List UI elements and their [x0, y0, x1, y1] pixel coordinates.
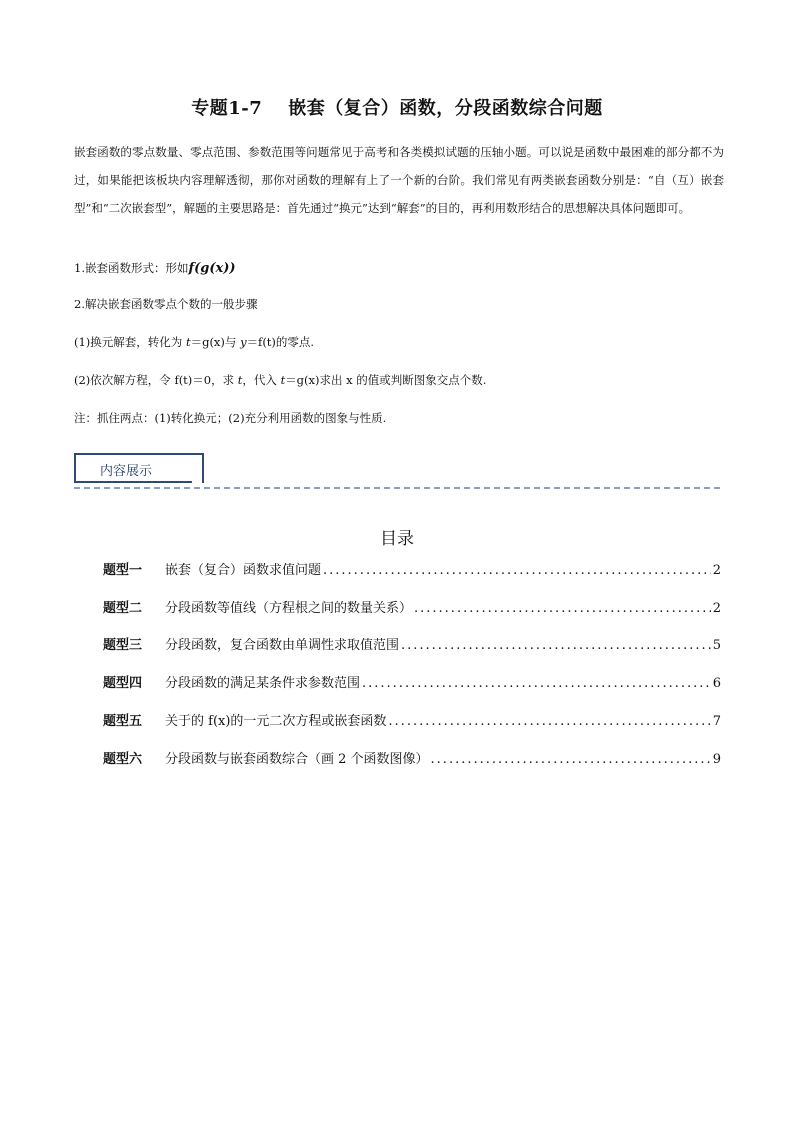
- toc-leader: [414, 601, 711, 616]
- toc-item[interactable]: 题型三 分段函数，复合函数由单调性求取值范围 ..... 5: [103, 633, 721, 653]
- toc-item[interactable]: 题型六 分段函数与嵌套函数综合（画 2 个函数图像） ..... 9: [103, 747, 721, 767]
- intro-paragraph: 嵌套函数的零点数量、零点范围、参数范围等问题常见于高考和各类模拟试题的压轴小题。可以说是函数中最困难的部分都不为过，如果能把该板块内容理解透彻，那你对函数的理解有上了一个新的台阶。我们常见有两类嵌套函数分别是：“自（互）嵌套型”和“二次嵌套型”，解题的主要思路是：首先通过“换元”达到“解套”的目的，再利用数形结合的思想解决具体问题即可。: [74, 145, 724, 215]
- toc-page: 2: [712, 601, 721, 616]
- step-1: (1)换元解套，转化为 t＝g(x)与 y＝f(t)的零点.: [74, 335, 315, 349]
- section-tab-label: 内容展示: [100, 464, 153, 479]
- toc-heading: 目录: [380, 529, 414, 549]
- toc-leader: [362, 676, 711, 691]
- section-divider: [74, 487, 720, 489]
- page-title: [0, 94, 794, 120]
- toc-page: 7: [712, 714, 721, 729]
- toc-item[interactable]: 题型一 嵌套（复合）函数求值问题 ..... 2: [103, 558, 721, 578]
- section-tab: [74, 453, 192, 483]
- point-1: 1.嵌套函数形式：形如f(g(x)): [74, 261, 236, 276]
- toc-leader: [323, 563, 711, 578]
- toc-page: 6: [712, 676, 721, 691]
- toc-leader: [431, 752, 711, 767]
- toc-leader: [388, 714, 710, 729]
- toc-page: 9: [712, 752, 721, 767]
- title-number: 专题1-7: [191, 98, 263, 119]
- point-2: 2.解决嵌套函数零点个数的一般步骤: [74, 297, 258, 311]
- toc-leader: [401, 638, 711, 653]
- toc-page: 2: [712, 563, 721, 578]
- toc-item[interactable]: 题型五 关于的 f(x)的一元二次方程或嵌套函数 ..... 7: [103, 709, 721, 729]
- toc-page: 5: [712, 638, 721, 653]
- step-2: (2)依次解方程，令 f(t)＝0，求 t，代入 t＝g(x)求出 x 的值或判断图象交点个数.: [74, 373, 487, 387]
- toc-item[interactable]: 题型二 分段函数等值线（方程根之间的数量关系） ..... 2: [103, 596, 721, 616]
- title-text: 嵌套（复合）函数，分段函数综合问题: [288, 98, 603, 119]
- toc-item[interactable]: 题型四 分段函数的满足某条件求参数范围 ..... 6: [103, 671, 721, 691]
- formula-fgx: f(g(x)): [188, 261, 236, 276]
- note: 注：抓住两点：(1)转化换元；(2)充分利用函数的图象与性质.: [74, 411, 387, 425]
